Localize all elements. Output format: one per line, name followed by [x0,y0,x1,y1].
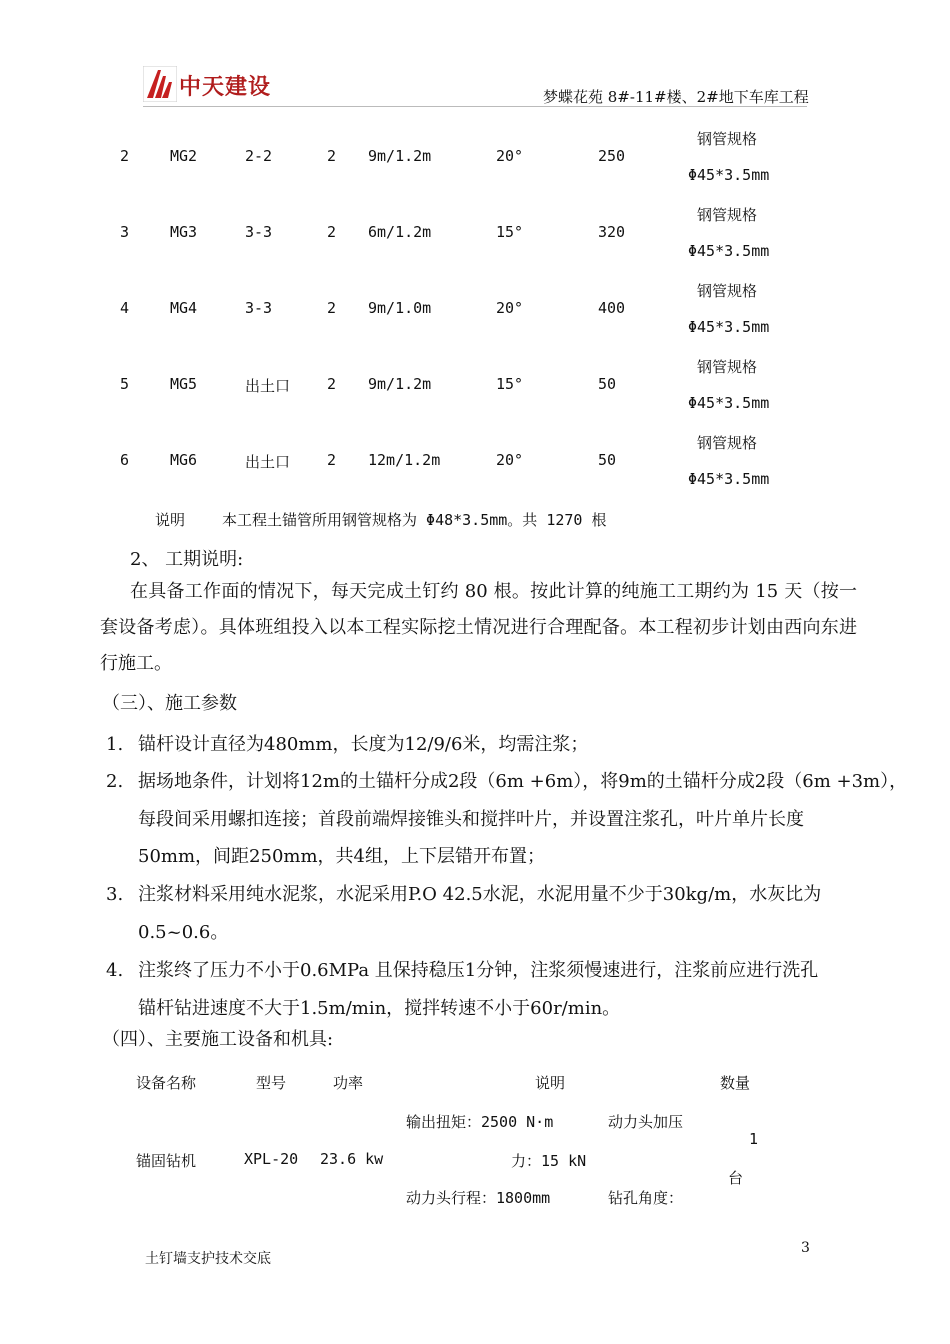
param-line: 注浆终了压力不小于0.6MPa 且保持稳压1分钟，注浆须慢速进行，注浆前应进行洗孔 [138,960,819,981]
cell-code: MG5 [170,375,198,393]
cell-section: 出土口 [245,377,291,395]
equip-desc-stroke: 动力头行程：1800mm [406,1189,551,1207]
equip-desc-angle: 钻孔角度： [608,1189,684,1207]
param-line: 50mm，间距250mm，共4组，上下层错开布置； [138,846,545,867]
cell-angle: 15° [496,223,524,241]
equip-col-power: 功率 [333,1074,364,1092]
cell-qty: 400 [598,299,626,317]
table-note-label: 说明 [155,511,186,529]
cell-count: 2 [327,451,337,469]
cell-qty: 50 [598,375,617,393]
cell-spec-value: Φ45*3.5mm [688,394,770,412]
param-line: 注浆材料采用纯水泥浆，水泥采用P.O 42.5水泥，水泥用量不少于30kg/m，水灰比为 [138,884,822,905]
cell-length: 12m/1.2m [368,451,441,469]
equip-col-name: 设备名称 [136,1074,197,1092]
cell-qty: 50 [598,451,617,469]
equip-model: XPL-20 [244,1150,299,1168]
cell-length: 9m/1.2m [368,375,432,393]
cell-no: 6 [120,451,130,469]
equipment-heading: （四）、主要施工设备和机具: [102,1029,334,1050]
header-divider [143,106,807,107]
param-number: 4. [106,960,124,981]
cell-count: 2 [327,299,337,317]
cell-section: 3-3 [245,299,273,317]
param-number: 2. [106,771,124,792]
cell-count: 2 [327,223,337,241]
schedule-paragraph: 在具备工作面的情况下，每天完成土钉约 80 根。按此计算的纯施工工期约为 15 天（按一套设备考虑）。具体班组投入以本工程实际挖土情况进行合理配备。本工程初步计划由西向东进行施工。 [100,581,857,674]
company-logo-mark [143,66,177,102]
params-heading: （三）、施工参数 [102,693,237,714]
cell-angle: 20° [496,147,524,165]
equip-col-qty: 数量 [720,1074,751,1092]
cell-count: 2 [327,375,337,393]
param-line: 锚杆钻进速度不大于1.5m/min，搅拌转速不小于60r/min。 [138,997,621,1019]
equip-col-model: 型号 [256,1074,287,1092]
cell-no: 5 [120,375,130,393]
param-line: 每段间采用螺扣连接；首段前端焊接锥头和搅拌叶片，并设置注浆孔，叶片单片长度 [138,808,804,830]
page-number: 3 [801,1240,810,1256]
cell-angle: 20° [496,451,524,469]
param-line: 0.5~0.6。 [138,921,229,943]
logo-text: 中天建设 [179,75,272,100]
cell-spec-label: 钢管规格 [697,282,758,300]
cell-spec-label: 钢管规格 [697,206,758,224]
cell-spec-value: Φ45*3.5mm [688,318,770,336]
equip-desc-force: 力：15 kN [511,1152,587,1170]
cell-spec-label: 钢管规格 [697,358,758,376]
equip-qty-unit: 台 [728,1169,744,1187]
cell-length: 9m/1.2m [368,147,432,165]
equip-qty-number: 1 [749,1130,759,1148]
cell-code: MG4 [170,299,198,317]
cell-code: MG6 [170,451,198,469]
param-number: 3. [106,884,124,905]
cell-qty: 250 [598,147,626,165]
param-line: 据场地条件，计划将12m的土锚杆分成2段（6m +6m），将9m的土锚杆分成2段（6m +3m）， [138,771,908,792]
cell-no: 3 [120,223,130,241]
cell-no: 2 [120,147,130,165]
cell-spec-label: 钢管规格 [697,434,758,452]
cell-angle: 15° [496,375,524,393]
param-line: 锚杆设计直径为480mm，长度为12/9/6米，均需注浆； [138,734,589,755]
cell-length: 6m/1.2m [368,223,432,241]
cell-spec-label: 钢管规格 [697,130,758,148]
param-number: 1. [106,734,124,755]
company-logo [143,66,275,102]
cell-no: 4 [120,299,130,317]
project-title: 梦蝶花苑 8#-11#楼、2#地下车库工程 [543,88,809,106]
cell-section: 2-2 [245,147,273,165]
cell-count: 2 [327,147,337,165]
equip-desc-pressure: 动力头加压 [608,1113,684,1131]
schedule-heading: 2、 工期说明: [130,549,244,570]
equip-power: 23.6 kw [320,1150,384,1168]
cell-spec-value: Φ45*3.5mm [688,242,770,260]
cell-code: MG2 [170,147,198,165]
footer-title: 土钉墙支护技术交底 [145,1251,271,1267]
cell-section: 出土口 [245,453,291,471]
equip-col-desc: 说明 [535,1074,566,1092]
cell-spec-value: Φ45*3.5mm [688,470,770,488]
cell-length: 9m/1.0m [368,299,432,317]
equip-name: 锚固钻机 [136,1152,197,1170]
cell-code: MG3 [170,223,198,241]
cell-qty: 320 [598,223,626,241]
cell-section: 3-3 [245,223,273,241]
table-note-text: 本工程土锚管所用钢管规格为 Φ48*3.5mm。共 1270 根 [222,511,607,529]
equip-desc-torque: 输出扭矩：2500 N·m [406,1113,554,1131]
cell-angle: 20° [496,299,524,317]
cell-spec-value: Φ45*3.5mm [688,166,770,184]
